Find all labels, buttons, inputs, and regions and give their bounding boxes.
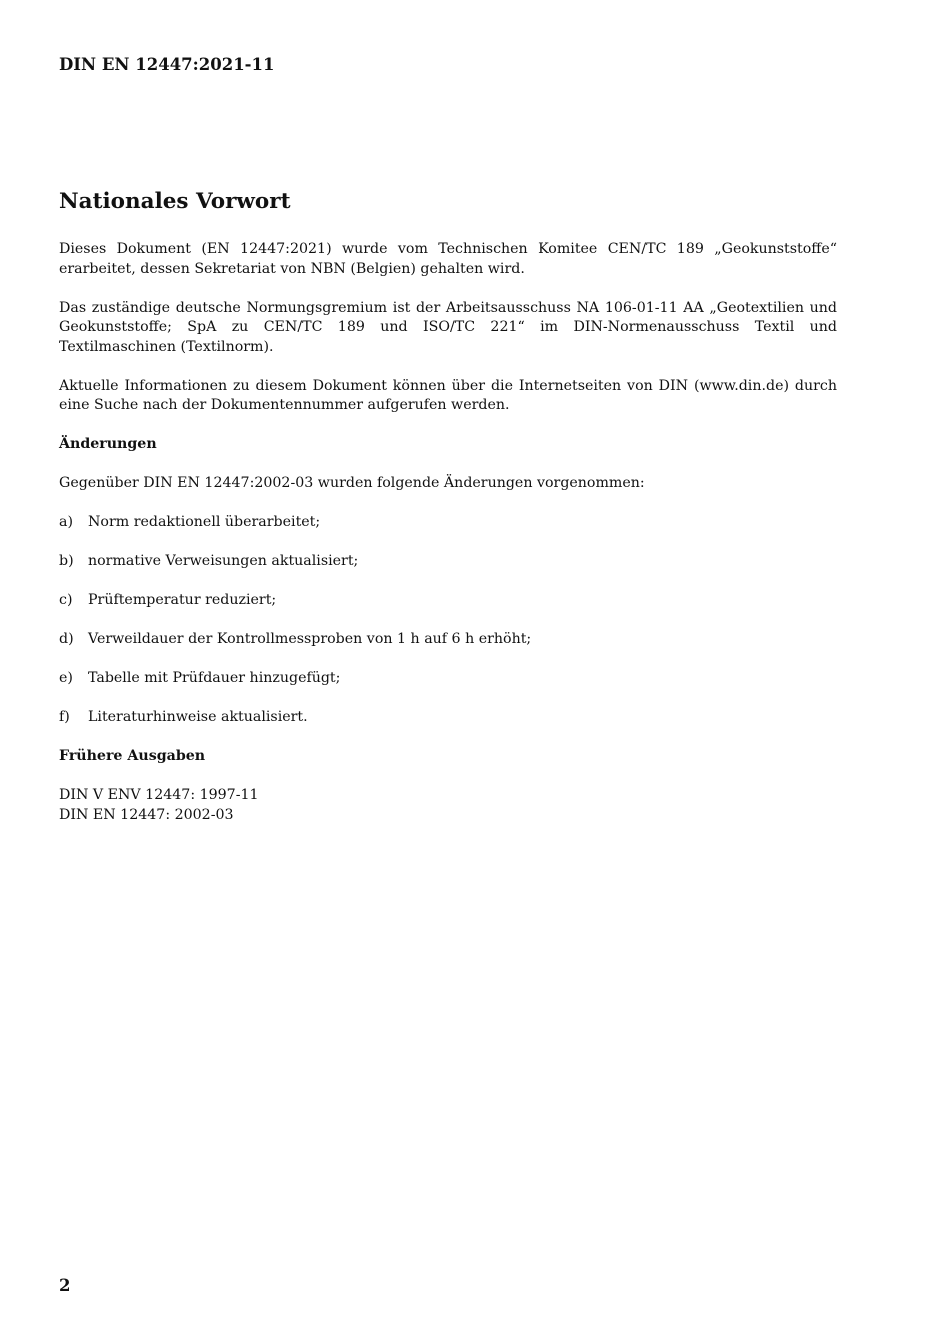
list-item [59,708,837,728]
list-item-text: Literaturhinweise aktualisiert. [88,709,308,725]
list-item-marker: f) [59,709,70,725]
list-item-marker: e) [59,670,73,686]
document-page [59,0,837,1343]
list-item-text: Norm redaktionell überarbeitet; [88,514,321,530]
changes-heading: Änderungen [59,436,157,452]
changes-list [59,513,837,728]
list-item [59,552,837,572]
page-number: 2 [59,1276,71,1295]
earlier-editions-list [59,786,837,825]
list-item-marker: c) [59,592,73,608]
edition-line: DIN EN 12447: 2002-03 [59,806,234,823]
paragraph-committee: Dieses Dokument (EN 12447:2021) wurde vom Technischen Komitee CEN/TC 189 „Geokunststoffe“ erarbeitet, dessen Sekretariat von NBN (Belgien) gehalten wird. [59,241,837,277]
list-item-marker: b) [59,553,74,569]
list-item-text: Verweildauer der Kontrollmessproben von 1 h auf 6 h erhöht; [88,631,532,647]
list-item [59,669,837,689]
list-item-text: Prüftemperatur reduziert; [88,592,277,608]
list-item-marker: d) [59,631,74,647]
changes-intro: Gegenüber DIN EN 12447:2002-03 wurden folgende Änderungen vorgenommen: [59,475,645,491]
page-title: Nationales Vorwort [59,189,291,214]
list-item-text: Tabelle mit Prüfdauer hinzugefügt; [88,670,341,686]
list-item-text: normative Verweisungen aktualisiert; [88,553,359,569]
paragraph-working-committee: Das zuständige deutsche Normungsgremium ist der Arbeitsausschuss NA 106-01-11 AA „Geotextilien und Geokunststoffe; SpA zu CEN/TC 189 und ISO/TC 221“ im DIN-Normenausschuss Textil und Textilmaschinen (Textilnorm). [59,299,837,355]
list-item [59,591,837,611]
edition-line: DIN V ENV 12447: 1997-11 [59,787,259,803]
earlier-editions-heading: Frühere Ausgaben [59,748,206,764]
list-item [59,513,837,533]
list-item-marker: a) [59,514,73,530]
document-identifier: DIN EN 12447:2021-11 [59,55,275,74]
list-item [59,630,837,650]
paragraph-current-information: Aktuelle Informationen zu diesem Dokument können über die Internetseiten von DIN (www.din.de) durch eine Suche nach der Dokumentennummer aufgerufen werden. [59,377,837,413]
foreword-content [59,240,837,825]
